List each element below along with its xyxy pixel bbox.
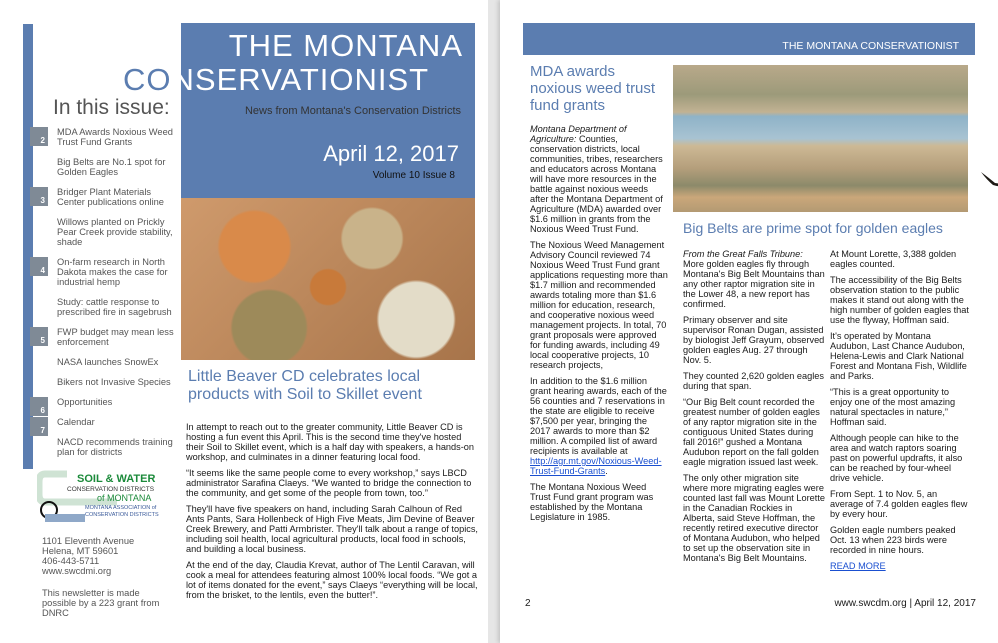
article-paragraph: At the end of the day, Claudia Krevat, author of The Lentil Caravan, will cook a meal for attendees featuring almost 100% local foods. “We got a lot of items donated for the event,” says Claeys “everything will be local, from the brisket, to the lentils, even the butter!”. — [186, 560, 478, 600]
macd-logo — [37, 500, 167, 526]
eagles-source: From the Great Falls Tribune: — [683, 249, 803, 259]
toc-page-number: 5 — [30, 327, 48, 346]
page-2 — [500, 0, 998, 643]
svg-text:SOIL & WATER: SOIL & WATER — [77, 473, 156, 485]
toc-page-number: 3 — [30, 187, 48, 206]
toc-item[interactable] — [40, 187, 175, 207]
eagles-paragraph: Although people can hike to the area and watch raptors soaring past on powerful updrafts, it also can be reached by four-wheel drive vehicle. — [830, 433, 963, 483]
funding-note: This newsletter is made possible by a 223 grant from DNRC — [42, 588, 160, 618]
table-of-contents — [40, 127, 175, 467]
eagles-text: More golden eagles fly through Montana's Big Belt Mountains than any other raptor migration site in the Lower 48, a new report has confirmed. — [683, 259, 825, 309]
eagles-paragraph — [683, 315, 825, 365]
toc-item[interactable] — [57, 437, 175, 457]
toc-item-label: Big Belts are No.1 spot for Golden Eagles — [57, 157, 166, 177]
masthead — [181, 23, 475, 198]
eagles-column-1 — [683, 249, 825, 569]
page-footer: www.swcdm.org | April 12, 2017 — [834, 598, 976, 609]
mda-paragraph: The Montana Noxious Weed Trust Fund grant program was established by the Montana Legislature in 1985. — [530, 482, 654, 522]
toc-item-label: Bikers not Invasive Species — [57, 377, 171, 387]
eagles-column-2 — [830, 249, 972, 571]
title-part-a: CO — [123, 62, 172, 97]
eagles-text: They counted 2,620 golden eagles during that span. — [683, 371, 824, 391]
toc-item[interactable] — [57, 377, 175, 387]
toc-item[interactable] — [57, 217, 175, 247]
masthead-subtitle: News from Montana's Conservation Districts — [244, 105, 461, 117]
eagles-paragraph — [683, 397, 825, 467]
mda-paragraph: The Noxious Weed Management Advisory Council reviewed 74 Noxious Weed Trust Fund grant applications requesting more than $1.7 million and recommended awards totaling more than $1.6 million for education, research, and cooperative noxious weed management projects. In total, 70 grant proposals were approved for funding awards, including 49 local cooperative projects, 10 research projects, — [530, 240, 668, 370]
toc-item[interactable] — [40, 127, 175, 147]
article-paragraph: They'll have five speakers on hand, including Sarah Calhoun of Red Ants Pants, Sara Hollenbeck of High Five Meats, Jim Devine of Beaver Creek Brewery, and Patti Armbrister. They'll talk about a range of topics, including soil health, local agricultural products, local food in schools, and building a local business. — [186, 504, 478, 554]
toc-item-label: MDA Awards Noxious Weed Trust Fund Grants — [57, 127, 173, 147]
eagles-text: “Our Big Belt count recorded the greatest number of golden eagles of any raptor migration site in the contiguous United States during fall 2016!” gushed a Montana Audubon report on the fall golden eagle migration issued last week. — [683, 397, 820, 467]
mda-article: Montana Department of Agriculture: Counties, conservation districts, local communities, tribes, researchers and educators across Montana will have more resources in the battle against noxious weeds after the Montana Department of Agriculture (MDA) awarded over $1.6 million in grants from the Noxious Weed Trust Fund. The Noxious Weed Management Advisory Council reviewed 74 Noxious Weed Trust Fund grant applications requesting more than $1.7 million and recommended awards totaling more than $1.6 million for education, research, and cooperative noxious weed management projects. In total, 70 grant proposals were approved for funding awards, including 49 local cooperative projects, 10 research projects, In addition to the $1.6 million grant hearing awards, each of the 56 counties and 7 reservations in the state are eligible to receive $7,500 per year, bringing the 2017 awards to more than $2 million. A compiled list of award recipients is available at http://agr.mt.gov/Noxious-Weed-Trust-Fund-Grants. The Montana Noxious Weed Trust Fund grant program was established by the Montana Legislature in 1985. — [530, 124, 668, 522]
read-more-link[interactable]: READ MORE — [830, 561, 886, 571]
svg-text:MONTANA ASSOCIATION of: MONTANA ASSOCIATION of — [85, 505, 157, 511]
toc-item[interactable] — [40, 397, 175, 415]
toc-item[interactable] — [40, 327, 175, 347]
eagles-paragraph: It's operated by Montana Audubon, Last Chance Audubon, Helena-Lewis and Clark National Forest and Montana Fish, Wildlife and Parks. — [830, 331, 967, 381]
eagles-paragraph: From Sept. 1 to Nov. 5, an average of 7.4 golden eagles flew by every hour. — [830, 489, 968, 519]
toc-item-label: NACD recommends training plan for districts — [57, 437, 173, 457]
toc-item-label: Study: cattle response to prescribed fire in sagebrush — [57, 297, 172, 317]
page-number: 2 — [525, 598, 531, 609]
article-body — [186, 422, 478, 606]
masthead-title-line2 — [123, 62, 429, 98]
eagles-paragraph: “This is a great opportunity to enjoy one of the most amazing natural spectacles in nature,” Hoffman said. — [830, 387, 956, 427]
eagles-headline: Big Belts are prime spot for golden eagles — [683, 220, 943, 236]
address-block — [42, 536, 134, 576]
toc-item-label: Bridger Plant Materials Center publications online — [57, 187, 164, 207]
article-paragraph: “It seems like the same people come to every workshop,” says LBCD administrator Sarafina Claeys. “We wanted to bridge the connection to the community, and get some of the people from town, too.” — [186, 468, 472, 498]
toc-page-number: 6 — [30, 397, 48, 416]
article-headline: Little Beaver CD celebrates local products with Soil to Skillet event — [188, 368, 422, 403]
eagle-photo — [673, 65, 968, 212]
eagles-paragraph: Golden eagle numbers peaked Oct. 13 when 223 birds were recorded in nine hours. — [830, 525, 956, 555]
toc-item[interactable] — [40, 417, 175, 435]
address-line: 1101 Eleventh Avenue — [42, 536, 135, 546]
grants-link[interactable]: http://agr.mt.gov/Noxious-Weed-Trust-Fund-Grants — [530, 456, 662, 476]
toc-item-label: FWP budget may mean less enforcement — [57, 327, 174, 347]
toc-page-number: 7 — [30, 417, 48, 436]
page-1 — [0, 0, 488, 643]
mda-source: Montana Department of Agriculture: — [530, 124, 627, 144]
running-header: THE MONTANA CONSERVATIONIST — [782, 40, 959, 52]
eagles-paragraph — [683, 371, 825, 391]
address-line: Helena, MT 59601 — [42, 546, 119, 556]
toc-page-number: 4 — [30, 257, 48, 276]
page-header-bar — [523, 23, 975, 55]
toc-item[interactable] — [40, 257, 175, 287]
svg-text:of MONTANA: of MONTANA — [97, 493, 152, 503]
eagles-text: The only other migration site where more migrating eagles were counted last fall was Mount Lorette in the Canadian Rockies in Alberta, said Steve Hoffman, the recently retired executive director of Montana Audubon, who helped to set up the observation site in Montana's Big Belt Mountains. — [683, 473, 825, 563]
toc-item[interactable] — [57, 297, 175, 317]
toc-item-label: Opportunities — [57, 397, 113, 407]
mda-paragraph: In addition to the $1.6 million grant hearing awards, each of the 56 counties and 7 reservations in the state are eligible to receive $7,500 per year, bringing the 2017 awards to more than $2 million. A compiled list of award recipients is available at — [530, 376, 667, 456]
phone: 406-443-5711 — [42, 556, 100, 566]
toc-item[interactable] — [57, 157, 175, 177]
issue-date: April 12, 2017 — [323, 141, 459, 166]
lentils-photo — [181, 198, 475, 360]
eagles-text: Primary observer and site supervisor Ronan Dugan, assisted by biologist Jeff Grayum, observed golden eagles Aug. 27 through Nov. 5. — [683, 315, 825, 365]
article-paragraph: In attempt to reach out to the greater community, Little Beaver CD is hosting a fun event this April. This is the second time they've hosted their Soil to Skillet event, which is a half day with speakers, a hands-on workshop, and culminates in a dinner featuring local food. — [186, 422, 475, 462]
title-part-b: NSERVATIONIST — [171, 62, 430, 97]
eagles-paragraph — [683, 249, 825, 309]
toc-item-label: On-farm research in North Dakota makes the case for industrial hemp — [57, 257, 168, 287]
mda-headline: MDA awards noxious weed trust fund grants — [530, 63, 656, 114]
toc-item-label: Willows planted on Prickly Pear Creek provide stability, shade — [57, 217, 173, 247]
toc-page-number: 2 — [30, 127, 48, 146]
eagles-paragraph: At Mount Lorette, 3,388 golden eagles counted. — [830, 249, 957, 269]
eagles-paragraph: The accessibility of the Big Belts observation station to the public makes it stand out along with the high number of golden eagles that use the flyway, Hoffman said. — [830, 275, 969, 325]
eagles-paragraph — [683, 473, 825, 563]
in-this-issue-heading: In this issue: — [53, 96, 170, 119]
mda-paragraph: Counties, conservation districts, local communities, tribes, researchers and educators across Montana will have more resources in the battle against noxious weeds after the Montana Department of Agriculture (MDA) awarded over $1.6 million in grants from the Noxious Weed Trust Fund. — [530, 134, 663, 234]
page-gutter — [488, 0, 500, 643]
svg-text:CONSERVATION DISTRICTS: CONSERVATION DISTRICTS — [85, 512, 159, 518]
volume-issue: Volume 10 Issue 8 — [372, 170, 455, 181]
masthead-title-line1: THE MONTANA — [228, 28, 463, 63]
eagle-silhouette — [981, 172, 998, 188]
svg-text:CONSERVATION DISTRICTS: CONSERVATION DISTRICTS — [67, 486, 155, 493]
toc-item-label: Calendar — [57, 417, 95, 427]
toc-item[interactable] — [57, 357, 175, 367]
toc-item-label: NASA launches SnowEx — [57, 357, 159, 367]
website[interactable]: www.swcdmi.org — [42, 566, 112, 576]
